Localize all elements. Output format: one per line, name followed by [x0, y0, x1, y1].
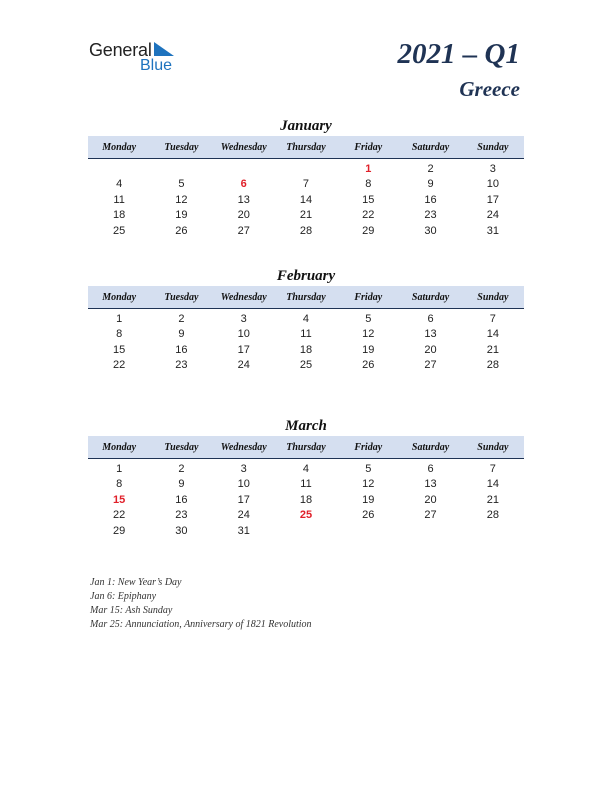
- weekday-label: Saturday: [411, 291, 450, 303]
- day-cell: 12: [362, 328, 375, 341]
- day-cell: 3: [489, 162, 496, 175]
- page-title: 2021 – Q1: [397, 38, 520, 70]
- day-cell: 4: [302, 462, 310, 475]
- day-cell: 17: [237, 493, 250, 506]
- day-cell: 26: [362, 509, 375, 522]
- day-cell: 15: [113, 493, 126, 506]
- day-cell: 28: [486, 359, 499, 372]
- holiday-note: Jan 6: Epiphany: [90, 591, 157, 602]
- day-cell: 14: [486, 328, 499, 341]
- weekday-label: Wednesday: [220, 291, 267, 303]
- day-cell: 16: [175, 493, 188, 506]
- day-cell: 10: [237, 478, 250, 491]
- day-cell: 22: [113, 359, 126, 372]
- week-row: [88, 508, 524, 524]
- month-january: [88, 116, 524, 239]
- day-cell: 30: [175, 524, 188, 537]
- week-row: [88, 492, 524, 508]
- day-cell: 29: [362, 224, 375, 237]
- day-cell: 4: [116, 178, 123, 191]
- day-cell: 17: [486, 193, 499, 206]
- day-cell: 17: [237, 343, 250, 356]
- day-cell: 26: [362, 359, 375, 372]
- day-cell: 21: [486, 493, 499, 506]
- day-cell: 4: [302, 312, 310, 325]
- weekday-label: Monday: [102, 441, 137, 453]
- day-cell: 1: [116, 462, 123, 475]
- day-cell: 12: [362, 478, 375, 491]
- weekday-label: Tuesday: [164, 141, 199, 153]
- holiday-note: Mar 15: Ash Sunday: [90, 605, 173, 616]
- week-row: [88, 161, 524, 177]
- day-cell: 13: [424, 478, 437, 491]
- day-cell: 20: [237, 209, 250, 222]
- day-cell: 11: [300, 328, 312, 341]
- day-cell: 8: [116, 328, 123, 341]
- day-cell: 7: [489, 462, 496, 475]
- day-cell: 11: [113, 193, 125, 206]
- weekday-label: Sunday: [477, 441, 509, 453]
- weekday-label: Sunday: [477, 141, 509, 153]
- day-cell: 31: [237, 524, 250, 537]
- day-cell: 28: [486, 509, 499, 522]
- day-cell: 27: [424, 509, 437, 522]
- week-row: [88, 223, 524, 239]
- weekday-header: [88, 286, 524, 309]
- day-cell: 7: [489, 312, 496, 325]
- day-cell: 23: [175, 509, 188, 522]
- day-cell: 19: [362, 343, 375, 356]
- day-cell: 3: [240, 462, 247, 475]
- holiday-note: Mar 25: Annunciation, Anniversary of 1821 Revolution: [90, 619, 312, 630]
- weekday-label: Monday: [102, 141, 137, 153]
- day-cell: 9: [178, 478, 185, 491]
- day-cell: 12: [175, 193, 188, 206]
- day-cell: 15: [362, 193, 375, 206]
- weekday-label: Tuesday: [164, 441, 199, 453]
- day-cell: 24: [486, 209, 499, 222]
- week-row: [88, 461, 524, 477]
- week-row: [88, 192, 524, 208]
- week-row: [88, 342, 524, 358]
- week-row: [88, 327, 524, 343]
- day-cell: 1: [116, 312, 123, 325]
- day-cell: 10: [237, 328, 250, 341]
- weekday-label: Wednesday: [220, 141, 267, 153]
- day-cell: 27: [237, 224, 250, 237]
- week-row: [88, 477, 524, 493]
- day-cell: 28: [299, 224, 313, 237]
- logo-triangle-icon: [154, 42, 176, 58]
- day-cell: 6: [427, 462, 434, 475]
- country-name: Greece: [459, 77, 520, 101]
- day-cell: 21: [299, 209, 313, 222]
- weekday-header: [88, 136, 524, 159]
- day-cell: 1: [365, 162, 372, 175]
- weekday-label: Wednesday: [220, 441, 267, 453]
- day-cell: 24: [237, 509, 250, 522]
- day-cell: 30: [424, 224, 437, 237]
- day-cell: 2: [178, 312, 185, 325]
- day-cell: 27: [424, 359, 437, 372]
- day-cell: 24: [237, 359, 250, 372]
- day-cell: 5: [365, 312, 372, 325]
- weekday-label: Friday: [354, 291, 383, 303]
- day-cell: 7: [302, 178, 310, 191]
- day-cell: 6: [427, 312, 434, 325]
- day-cell: 25: [299, 509, 313, 522]
- weekday-label: Saturday: [411, 441, 450, 453]
- day-cell: 23: [424, 209, 437, 222]
- day-cell: 3: [240, 312, 247, 325]
- weekday-label: Friday: [354, 441, 383, 453]
- day-cell: 18: [299, 343, 313, 356]
- day-cell: 13: [237, 193, 250, 206]
- day-cell: 22: [113, 509, 126, 522]
- day-cell: 10: [486, 178, 499, 191]
- day-cell: 22: [362, 209, 375, 222]
- day-cell: 21: [486, 343, 499, 356]
- weekday-label: Sunday: [477, 291, 509, 303]
- day-cell: 8: [116, 478, 123, 491]
- day-cell: 29: [113, 524, 126, 537]
- day-cell: 11: [300, 478, 312, 491]
- day-cell: 2: [178, 462, 185, 475]
- day-cell: 31: [486, 224, 499, 237]
- weekday-label: Monday: [102, 291, 137, 303]
- month-title: January: [280, 118, 332, 134]
- month-february: [88, 266, 524, 373]
- weekday-label: Thursday: [286, 441, 326, 453]
- day-cell: 19: [175, 209, 188, 222]
- logo: [89, 40, 189, 80]
- logo-general-text: General: [89, 40, 152, 60]
- day-cell: 2: [427, 162, 434, 175]
- month-march: [88, 416, 524, 539]
- day-cell: 18: [113, 209, 126, 222]
- day-cell: 6: [240, 178, 247, 191]
- day-cell: 5: [365, 462, 372, 475]
- logo-blue-text: Blue: [140, 57, 173, 74]
- weekday-label: Friday: [354, 141, 383, 153]
- day-cell: 23: [175, 359, 188, 372]
- day-cell: 14: [299, 193, 313, 206]
- day-cell: 18: [299, 493, 313, 506]
- week-row: [88, 208, 524, 224]
- day-cell: 26: [175, 224, 188, 237]
- day-cell: 16: [175, 343, 188, 356]
- weekday-header: [88, 436, 524, 459]
- weekday-label: Thursday: [286, 141, 326, 153]
- day-cell: 15: [113, 343, 126, 356]
- holiday-note: Jan 1: New Year’s Day: [90, 577, 182, 588]
- weekday-label: Thursday: [286, 291, 326, 303]
- day-cell: 19: [362, 493, 375, 506]
- week-row: [88, 311, 524, 327]
- day-cell: 9: [427, 178, 434, 191]
- day-cell: 14: [486, 478, 499, 491]
- week-row: [88, 523, 524, 539]
- day-cell: 16: [424, 193, 437, 206]
- day-cell: 5: [178, 178, 185, 191]
- weekday-label: Saturday: [411, 141, 450, 153]
- holiday-notes: [90, 576, 312, 632]
- day-cell: 13: [424, 328, 437, 341]
- day-cell: 25: [299, 359, 313, 372]
- month-title: February: [276, 268, 336, 284]
- day-cell: 8: [365, 178, 372, 191]
- week-row: [88, 358, 524, 374]
- day-cell: 20: [424, 493, 437, 506]
- day-cell: 25: [113, 224, 126, 237]
- weekday-label: Tuesday: [164, 291, 199, 303]
- week-row: [88, 177, 524, 193]
- day-cell: 9: [178, 328, 185, 341]
- day-cell: 20: [424, 343, 437, 356]
- month-title: March: [285, 418, 327, 434]
